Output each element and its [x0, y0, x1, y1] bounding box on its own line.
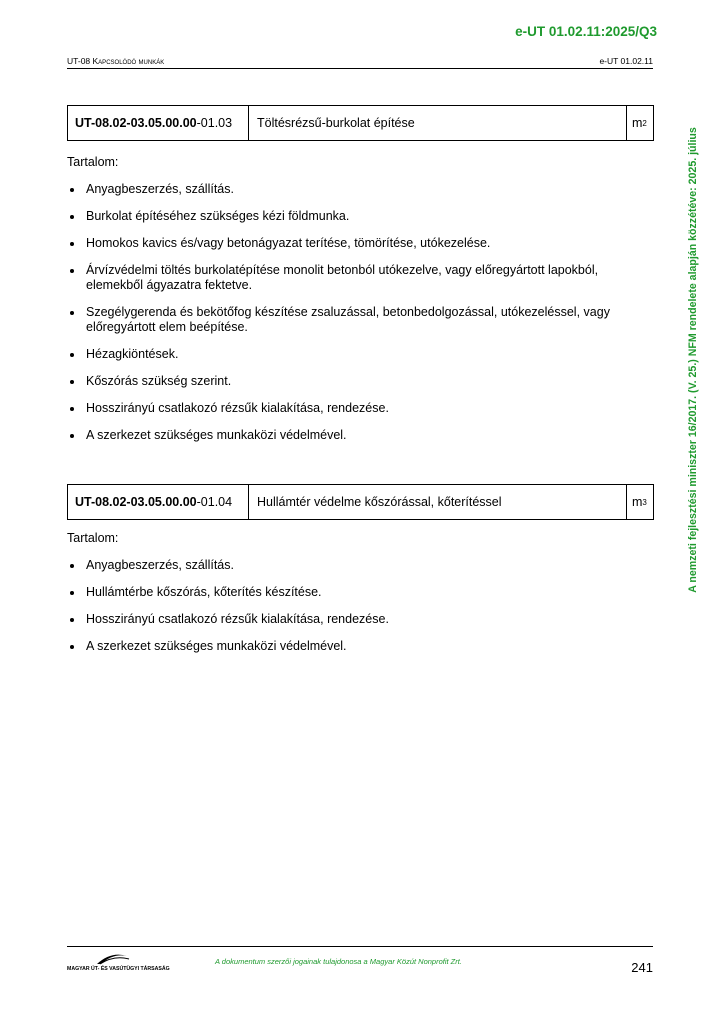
list-item: A szerkezet szükséges munkaközi védelmével. — [67, 428, 657, 443]
item-unit: m 3 — [632, 495, 647, 509]
contents-list — [67, 558, 657, 654]
item-unit: m 2 — [632, 116, 647, 130]
list-item: Hézagkiöntések. — [67, 347, 657, 362]
contents-list — [67, 182, 657, 443]
item-table — [67, 105, 654, 141]
running-header — [67, 56, 653, 69]
list-item: Anyagbeszerzés, szállítás. — [67, 182, 657, 197]
logo-text: MAGYAR ÚT- ÉS VASÚTÜGYI TÁRSASÁG — [67, 966, 170, 972]
list-item: A szerkezet szükséges munkaközi védelmével. — [67, 639, 657, 654]
list-item: Árvízvédelmi töltés burkolatépítése monolit betonból utókezelve, vagy előregyártott lapokból, elemekből ágyazatra fektetve. — [67, 263, 657, 293]
document-code: e-UT 01.02.11:2025/Q3 — [515, 24, 657, 39]
contents-label: Tartalom: — [67, 155, 119, 169]
list-item: Hullámtérbe kőszórás, kőterítés készítése. — [67, 585, 657, 600]
section-title: UT-08 Kapcsolódó munkák — [67, 56, 165, 66]
item-contents — [67, 531, 657, 666]
side-publication-note: A nemzeti fejlesztési miniszter 16/2017. (V. 25.) NFM rendelete alapján közzétéve: 2025. július — [687, 127, 699, 593]
item-table — [67, 484, 654, 520]
list-item: Kőszórás szükség szerint. — [67, 374, 657, 389]
list-item: Szegélygerenda és bekötőfog készítése zsaluzással, betonbedolgozással, utókezeléssel, vagy előregyártott elem beépítése. — [67, 305, 657, 335]
list-item: Hosszirányú csatlakozó rézsűk kialakítása, rendezése. — [67, 401, 657, 416]
list-item: Anyagbeszerzés, szállítás. — [67, 558, 657, 573]
logo-swoosh-icon — [67, 950, 157, 966]
contents-label: Tartalom: — [67, 531, 119, 545]
page-number: 241 — [631, 960, 653, 975]
footer-rule — [67, 946, 653, 947]
item-code: UT-08.02-03.05.00.00 -01.04 — [68, 485, 249, 519]
copyright-note: A dokumentum szerzői jogainak tulajdonosa a Magyar Közút Nonprofit Zrt. — [215, 957, 462, 966]
society-logo — [67, 950, 170, 972]
item-contents — [67, 155, 657, 455]
header-standard-code: e-UT 01.02.11 — [599, 56, 653, 66]
item-title: Töltésrézsű-burkolat építése — [249, 106, 627, 140]
list-item: Homokos kavics és/vagy betonágyazat terítése, tömörítése, utókezelése. — [67, 236, 657, 251]
item-code: UT-08.02-03.05.00.00 -01.03 — [68, 106, 249, 140]
item-title: Hullámtér védelme kőszórással, kőterítéssel — [249, 485, 627, 519]
list-item: Hosszirányú csatlakozó rézsűk kialakítása, rendezése. — [67, 612, 657, 627]
list-item: Burkolat építéséhez szükséges kézi földmunka. — [67, 209, 657, 224]
